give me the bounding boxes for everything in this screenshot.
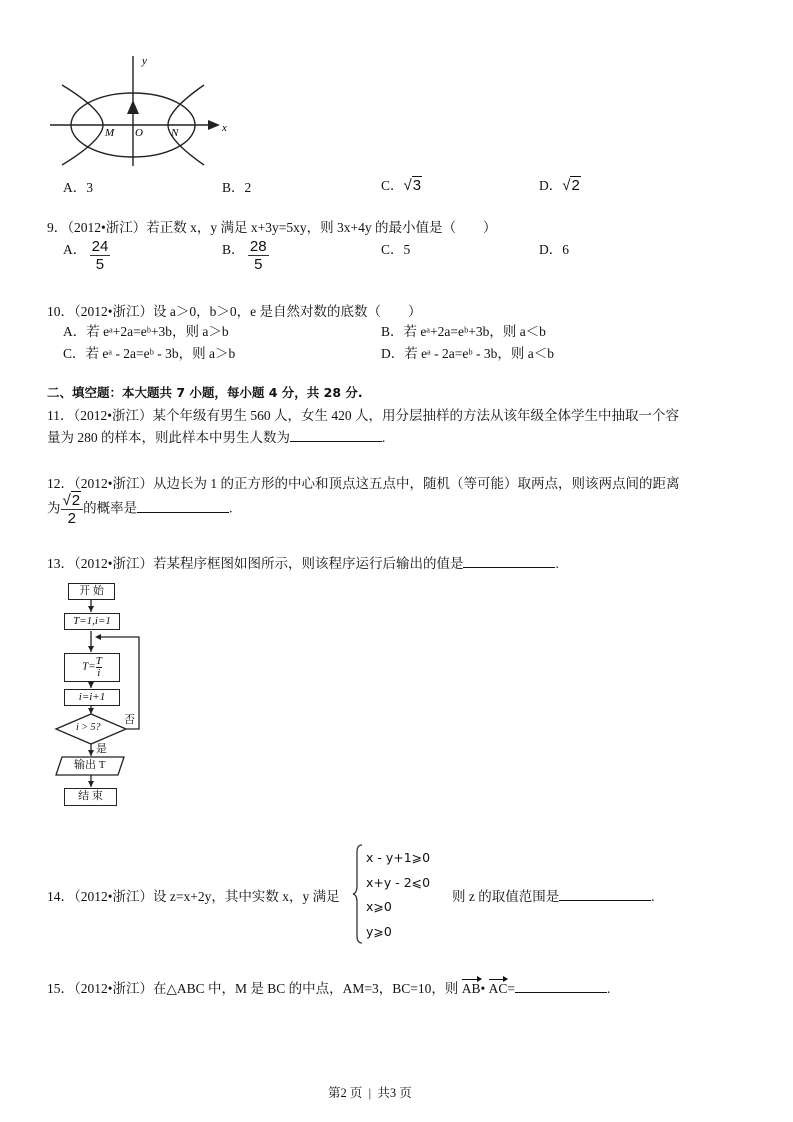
- x-axis-label: x: [222, 122, 227, 134]
- increment-box: i=i+1: [64, 689, 120, 706]
- condition: x+y - 2⩽0: [366, 874, 431, 890]
- q9-option-c[interactable]: C．5: [381, 242, 411, 257]
- q8-option-d[interactable]: [539, 174, 581, 194]
- q9-option-d[interactable]: D．6: [539, 242, 569, 257]
- answer-blank[interactable]: [463, 555, 555, 568]
- q12-line2: 为 $\frac{√2}{2}$ 的概率是 .: [47, 492, 233, 527]
- y-axis-label: y: [142, 55, 147, 67]
- condition-label: i > 5?: [76, 722, 101, 733]
- assign-box: T= $\frac{T}{i}$: [64, 653, 120, 682]
- q10-option-a[interactable]: A．若 eᵃ+2a=eᵇ+3b，则 a＞b: [63, 324, 229, 339]
- q14-stem: 14．（2012•浙江）设 z=x+2y，其中实数 x，y 满足: [47, 889, 340, 904]
- no-label: 否: [124, 714, 135, 726]
- q8-option-b[interactable]: B．2: [222, 180, 252, 195]
- q11-line1: 11．（2012•浙江）某个年级有男生 560 人，女生 420 人，用分层抽样的方法从该年级全体学生中抽取一个容: [47, 408, 679, 423]
- init-box: T=1,i=1: [64, 613, 120, 630]
- q9-option-b[interactable]: B． $\frac{28}{5}$: [222, 238, 267, 273]
- brace-icon: [352, 844, 364, 944]
- option-label: C．: [381, 178, 404, 193]
- answer-blank[interactable]: [559, 888, 651, 901]
- answer-blank[interactable]: [515, 980, 607, 993]
- q10-option-c[interactable]: C．若 eᵃ - 2a=eᵇ - 3b，则 a＞b: [63, 346, 236, 361]
- start-box: 开 始: [68, 583, 115, 600]
- q11-line2: 量为 280 的样本，则此样本中男生人数为 .: [47, 430, 386, 445]
- answer-blank[interactable]: [290, 429, 382, 442]
- vector-ab: AB: [461, 981, 481, 996]
- q14-tail: 则 z 的取值范围是 .: [452, 889, 655, 904]
- flowchart: [0, 0, 200, 820]
- sqrt: √2: [562, 177, 580, 194]
- section-title: 二、填空题：本大题共 7 小题，每小题 4 分，共 28 分.: [47, 385, 363, 400]
- q10-option-b[interactable]: B．若 eᵃ+2a=eᵇ+3b，则 a＜b: [381, 324, 546, 339]
- q9-option-a[interactable]: A． $\frac{24}{5}$: [63, 238, 109, 273]
- condition: y⩾0: [366, 923, 392, 939]
- vector-ac: AC: [488, 981, 508, 996]
- condition: x - y+1⩾0: [366, 850, 431, 865]
- condition: x⩾0: [366, 899, 392, 914]
- q15-stem: 15．（2012•浙江）在△ABC 中，M 是 BC 的中点，AM=3，BC=10，则 AB• AC= .: [47, 981, 611, 996]
- end-box: 结 束: [64, 788, 117, 806]
- q9-stem: 9．（2012•浙江）若正数 x，y 满足 x+3y=5xy，则 3x+4y 的最小值是（ ）: [47, 220, 497, 235]
- origin-label: O: [135, 127, 143, 139]
- output-label: 输出 T: [74, 759, 106, 771]
- conditions: [366, 846, 430, 944]
- n-label: N: [171, 127, 179, 139]
- q8-option-a[interactable]: A．3: [63, 180, 93, 195]
- q10-option-d[interactable]: D．若 eᵃ - 2a=eᵇ - 3b，则 a＜b: [381, 346, 554, 361]
- option-label: D．: [539, 178, 563, 193]
- q10-stem: 10．（2012•浙江）设 a＞0，b＞0，e 是自然对数的底数（ ）: [47, 304, 422, 319]
- q13-stem: 13．（2012•浙江）若某程序框图如图所示，则该程序运行后输出的值是 .: [47, 556, 559, 571]
- sqrt: √3: [403, 177, 422, 194]
- page-footer: 第2 页 | 共3 页: [328, 1086, 412, 1100]
- q12-line1: 12．（2012•浙江）从边长为 1 的正方形的中心和顶点这五点中，随机（等可能）取两点，则该两点间的距离: [47, 476, 680, 491]
- m-label: M: [105, 127, 115, 139]
- yes-label: 是: [96, 743, 107, 755]
- q8-option-c[interactable]: [381, 174, 422, 194]
